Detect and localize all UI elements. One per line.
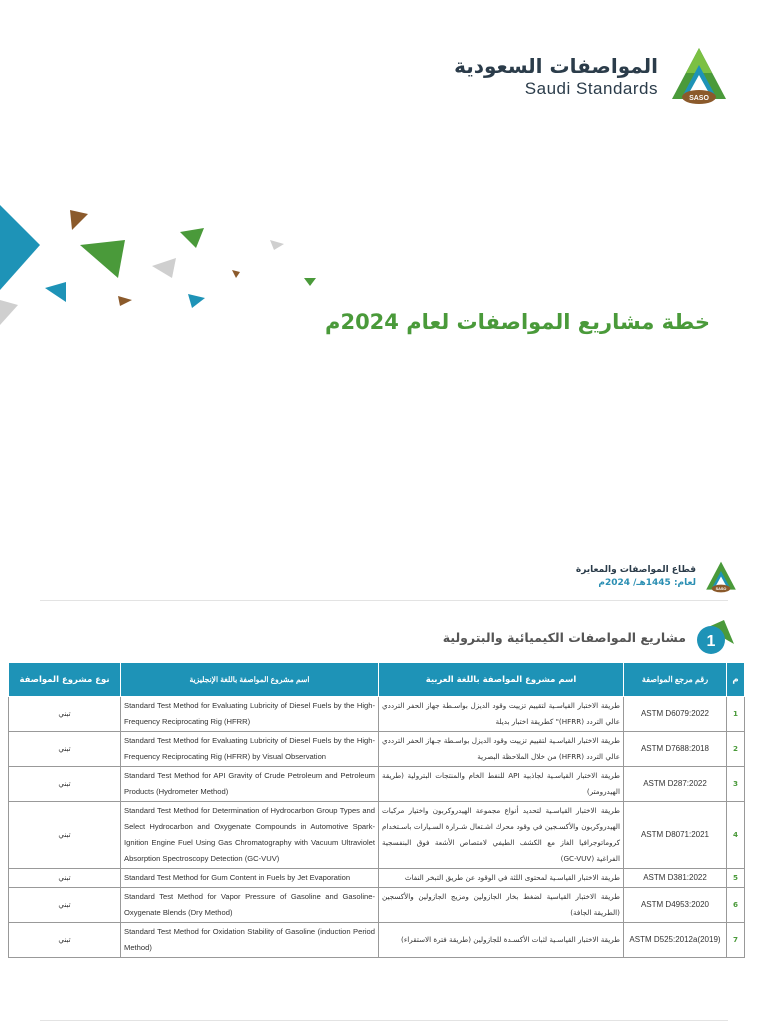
project-type: تبني	[9, 869, 121, 888]
english-name: Standard Test Method for Determination of Hydrocarbon Group Types and Select Hydrocarbon and Oxygenate Compounds in Automotive Spark-Ignition Engine Fuel Using Gas Chromatography with Vacuum Ultraviolet Absorption Spectroscopy Detection (GC-VUV)	[121, 802, 379, 869]
standard-reference: ASTM D8071:2021	[624, 802, 727, 869]
standard-reference: ASTM D381:2022	[624, 869, 727, 888]
row-number: 5	[727, 869, 745, 888]
standard-reference: ASTM D287:2022	[624, 767, 727, 802]
logo-english-text: Saudi Standards	[524, 78, 658, 98]
english-name: Standard Test Method for Vapor Pressure of Gasoline and Gasoline-Oxygenate Blends (Dry Method)	[121, 888, 379, 923]
standard-reference: ASTM D7688:2018	[624, 732, 727, 767]
header-num: م	[727, 663, 745, 697]
sector-name: قطاع المواصفات والمعايرة	[575, 564, 696, 575]
standard-reference: ASTM D4953:2020	[624, 888, 727, 923]
row-number: 6	[727, 888, 745, 923]
english-name: Standard Test Method for Evaluating Lubricity of Diesel Fuels by the High-Frequency Reciprocating Rig (HFRR)	[121, 697, 379, 732]
standard-reference: ASTM D525:2012a(2019)	[624, 923, 727, 958]
saso-emblem-icon	[668, 45, 730, 107]
arabic-name: طريقة الاختبار القياسـية لمحتوى اللثة في الوقود عن طريق التبخر النفاث	[379, 869, 624, 888]
project-type: تبني	[9, 767, 121, 802]
decorative-triangles	[0, 200, 330, 330]
standard-reference: ASTM D6079:2022	[624, 697, 727, 732]
table-row	[9, 697, 745, 732]
english-name: Standard Test Method for Gum Content in Fuels by Jet Evaporation	[121, 869, 379, 888]
page-title: خطة مشاريع المواصفات لعام 2024م	[325, 310, 710, 334]
arabic-name: طريقة الاختبار القياسـية لثبات الأكسـدة للجازولين (طريقة فترة الاستقراء)	[379, 923, 624, 958]
table-row	[9, 767, 745, 802]
arabic-name: طريقة الاختبار القياسية لضغط بخار الجازولين ومزيج الجازولين والأكسجين (الطريقة الجافة)	[379, 888, 624, 923]
table-header-row	[9, 663, 745, 697]
project-type: تبني	[9, 888, 121, 923]
section-number: 1	[706, 633, 716, 650]
project-type: تبني	[9, 923, 121, 958]
project-type: تبني	[9, 697, 121, 732]
row-number: 7	[727, 923, 745, 958]
row-number: 4	[727, 802, 745, 869]
table-row	[9, 869, 745, 888]
table-row	[9, 732, 745, 767]
standards-table	[8, 662, 745, 958]
logo-badge-text: SASO	[689, 95, 709, 102]
saso-small-emblem-icon	[704, 560, 738, 594]
header-arabic-name: اسم مشروع المواصفة باللغة العربية	[379, 663, 624, 697]
saso-logo	[454, 44, 730, 108]
arabic-name: طريقة الاختبار القياسـية لتقييم تزييت وقود الديزل بواسـطة جـهاز الحفر الترددي عالي التردد (HFRR) من خلال الملاحظة البصرية	[379, 732, 624, 767]
english-name: Standard Test Method for Evaluating Lubricity of Diesel Fuels by the High-Frequency Reciprocating Rig (HFRR) by Visual Observation	[121, 732, 379, 767]
row-number: 2	[727, 732, 745, 767]
logo-arabic-text: المواصفات السعودية	[454, 53, 658, 78]
project-type: تبني	[9, 802, 121, 869]
header-ref: رقم مرجع المواصفة	[624, 663, 727, 697]
sector-badge-text: SASO	[715, 587, 727, 592]
arabic-name: طريقة الاختبار القياسـية لتقييم تزييت وقود الديزل بواسـطة جهاز الحفر الترددي عالي التردد (HFRR)" كطريقة اختبار بديلة	[379, 697, 624, 732]
footer-divider	[40, 1020, 728, 1021]
section-number-badge	[694, 618, 740, 656]
sector-header	[576, 560, 738, 594]
table-row	[9, 888, 745, 923]
english-name: Standard Test Method for API Gravity of Crude Petroleum and Petroleum Products (Hydrometer Method)	[121, 767, 379, 802]
section-header	[443, 618, 740, 656]
section-title: مشاريع المواصفات الكيميائية والبترولية	[442, 629, 686, 645]
row-number: 1	[727, 697, 745, 732]
project-type: تبني	[9, 732, 121, 767]
arabic-name: طريقة الاختبار القياسـية لتحديد أنواع مجموعة الهيدروكربون واختيار مركبات الهيدروكربون والأكسـجين في وقود محرك اشـتعال شـرارة السـيارات باسـتخدام كروماتوجرافيا الغاز مع الكشف الطيفي لامتصاص الأشعة فوق البنفسجية الفراغية (GC-VUV)	[379, 802, 624, 869]
table-row	[9, 802, 745, 869]
header-divider	[40, 600, 728, 601]
english-name: Standard Test Method for Oxidation Stability of Gasoline (induction Period Method)	[121, 923, 379, 958]
arabic-name: طريقة الاختبار القياسـية لجاذبية API للنفط الخام والمنتجات البترولية (طريقة الهيدرومتر)	[379, 767, 624, 802]
sector-year: لعام: 1445هـ/ 2024م	[598, 578, 696, 588]
row-number: 3	[727, 767, 745, 802]
header-type: نوع مشروع المواصفة	[9, 663, 121, 697]
table-row	[9, 923, 745, 958]
header-english-name: اسم مشروع المواصفة باللغة الإنجليزية	[121, 663, 379, 697]
